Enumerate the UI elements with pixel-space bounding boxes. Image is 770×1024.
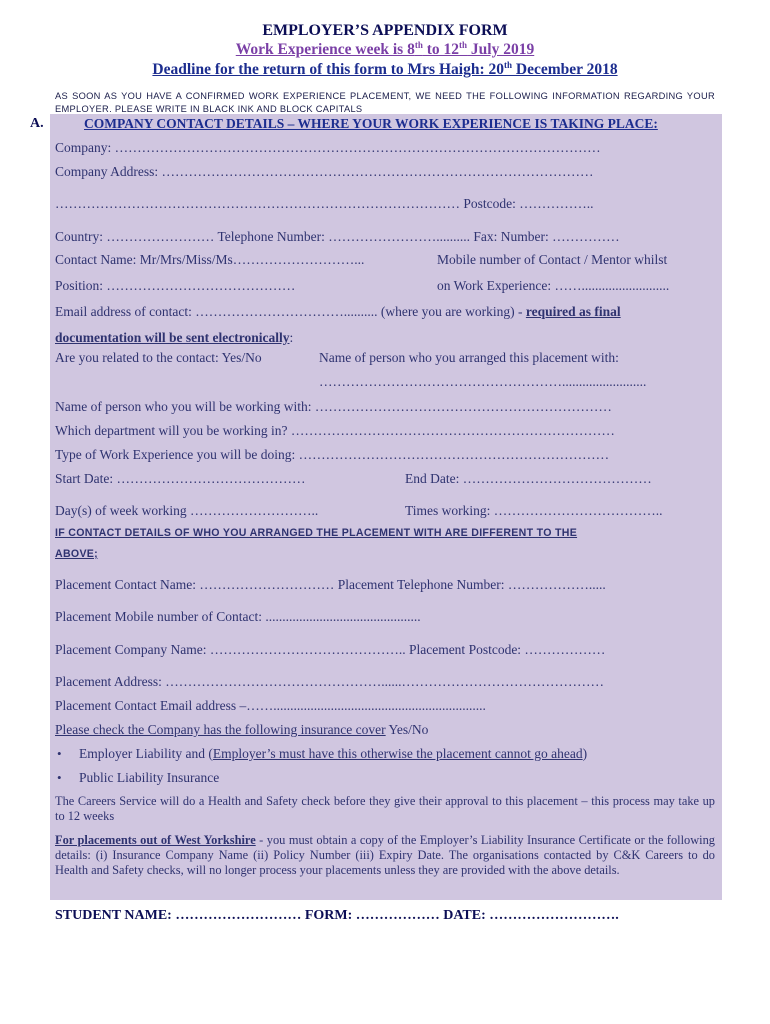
working-with-field[interactable]: Name of person who you will be working with: …………………………………………………………: [55, 399, 612, 414]
section-a-letter: A.: [30, 116, 44, 131]
arranged-by-label: Name of person who you arranged this placement with:: [319, 350, 619, 365]
department-field[interactable]: Which department will you be working in? ………………………………………………………………: [55, 423, 615, 438]
company-address-field[interactable]: Company Address: ……………………………………………………………………………………: [55, 164, 594, 179]
experience-type-field[interactable]: Type of Work Experience you will be doing: ……………………………………………………………: [55, 447, 610, 462]
form-title: EMPLOYER’S APPENDIX FORM: [262, 22, 508, 39]
times-field[interactable]: Times working: ………………………………..: [405, 503, 663, 518]
email-field[interactable]: Email address of contact: …………………………….......... (where you are working) - required as final: [55, 304, 621, 319]
placement-address-field[interactable]: Placement Address: …………………………………………......………………………………………: [55, 674, 604, 689]
days-field[interactable]: Day(s) of week working ………………………..: [55, 503, 319, 518]
start-date-field[interactable]: Start Date: ……………………………………: [55, 471, 306, 486]
different-contact-heading: IF CONTACT DETAILS OF WHO YOU ARRANGED THE PLACEMENT WITH ARE DIFFERENT TO THE: [55, 527, 578, 539]
contact-name-field[interactable]: Contact Name: Mr/Mrs/Miss/Ms………………………...: [55, 252, 365, 267]
end-date-field[interactable]: End Date: ……………………………………: [405, 471, 652, 486]
insurance-check[interactable]: Please check the Company has the following insurance cover Yes/No: [55, 722, 429, 737]
mobile-field[interactable]: on Work Experience: ……..........................: [437, 278, 670, 293]
student-footer-fields[interactable]: STUDENT NAME: ……………………… FORM: ……………… DATE: ……………………….: [55, 908, 619, 923]
different-contact-heading-2: ABOVE;: [55, 548, 99, 560]
placement-contact-field[interactable]: Placement Contact Name: ………………………… Placement Telephone Number: ……………….....: [55, 577, 606, 592]
email-required-note: required as final: [525, 304, 621, 319]
postcode-field[interactable]: ……………………………………………………………………………… Postcode: ……………..: [55, 196, 594, 211]
related-field[interactable]: Are you related to the contact: Yes/No: [55, 350, 262, 365]
mobile-label-1: Mobile number of Contact / Mentor whilst: [437, 252, 668, 267]
bullet-icon: •: [57, 746, 62, 761]
bullet-icon: •: [57, 770, 62, 785]
employer-liability-item: Employer Liability and (Employer’s must have this otherwise the placement cannot go ahead): [79, 746, 588, 761]
careers-service-note: The Careers Service will do a Health and Safety check before they give their approval to this placement – this process may take up to 12 weeks: [55, 794, 715, 823]
country-phone-fax-field[interactable]: Country: …………………… Telephone Number: …………………….......... Fax: Number: ……………: [55, 229, 620, 244]
deadline: Deadline for the return of this form to Mrs Haigh: 20th December 2018: [152, 59, 618, 78]
position-field[interactable]: Position: ……………………………………: [55, 278, 296, 293]
work-experience-week: Work Experience week is 8th to 12th July 2019: [235, 39, 535, 58]
company-field[interactable]: Company: ………………………………………………………………………………………………: [55, 140, 601, 155]
section-a-title: COMPANY CONTACT DETAILS – WHERE YOUR WORK EXPERIENCE IS TAKING PLACE:: [84, 116, 658, 131]
placement-mobile-field[interactable]: Placement Mobile number of Contact: ..............................................: [55, 609, 421, 624]
arranged-by-field[interactable]: ……………………………………………….........................: [319, 374, 647, 389]
intro-instructions: AS SOON AS YOU HAVE A CONFIRMED WORK EXPERIENCE PLACEMENT, WE NEED THE FOLLOWING INFORMATION REGARDING YOUR EMPLOYER. PLEASE WRITE IN BLACK INK AND BLOCK CAPITALS: [55, 91, 715, 114]
placement-email-field[interactable]: Placement Contact Email address –……...............................................................: [55, 698, 486, 713]
documentation-note: documentation will be sent electronically:: [55, 330, 294, 345]
public-liability-item: Public Liability Insurance: [79, 770, 220, 785]
west-yorkshire-note: For placements out of West Yorkshire - you must obtain a copy of the Employer’s Liability Insurance Certificate or the following details: (i) Insurance Company Name (ii) Policy Number (iii) Expiry Date. The organisations contacted by C&K Careers to do Health and Safety checks, will no longer process your placements unless they are provided with the above details.: [55, 833, 715, 877]
placement-company-field[interactable]: Placement Company Name: …………………………………….. Placement Postcode: ………………: [55, 642, 606, 657]
